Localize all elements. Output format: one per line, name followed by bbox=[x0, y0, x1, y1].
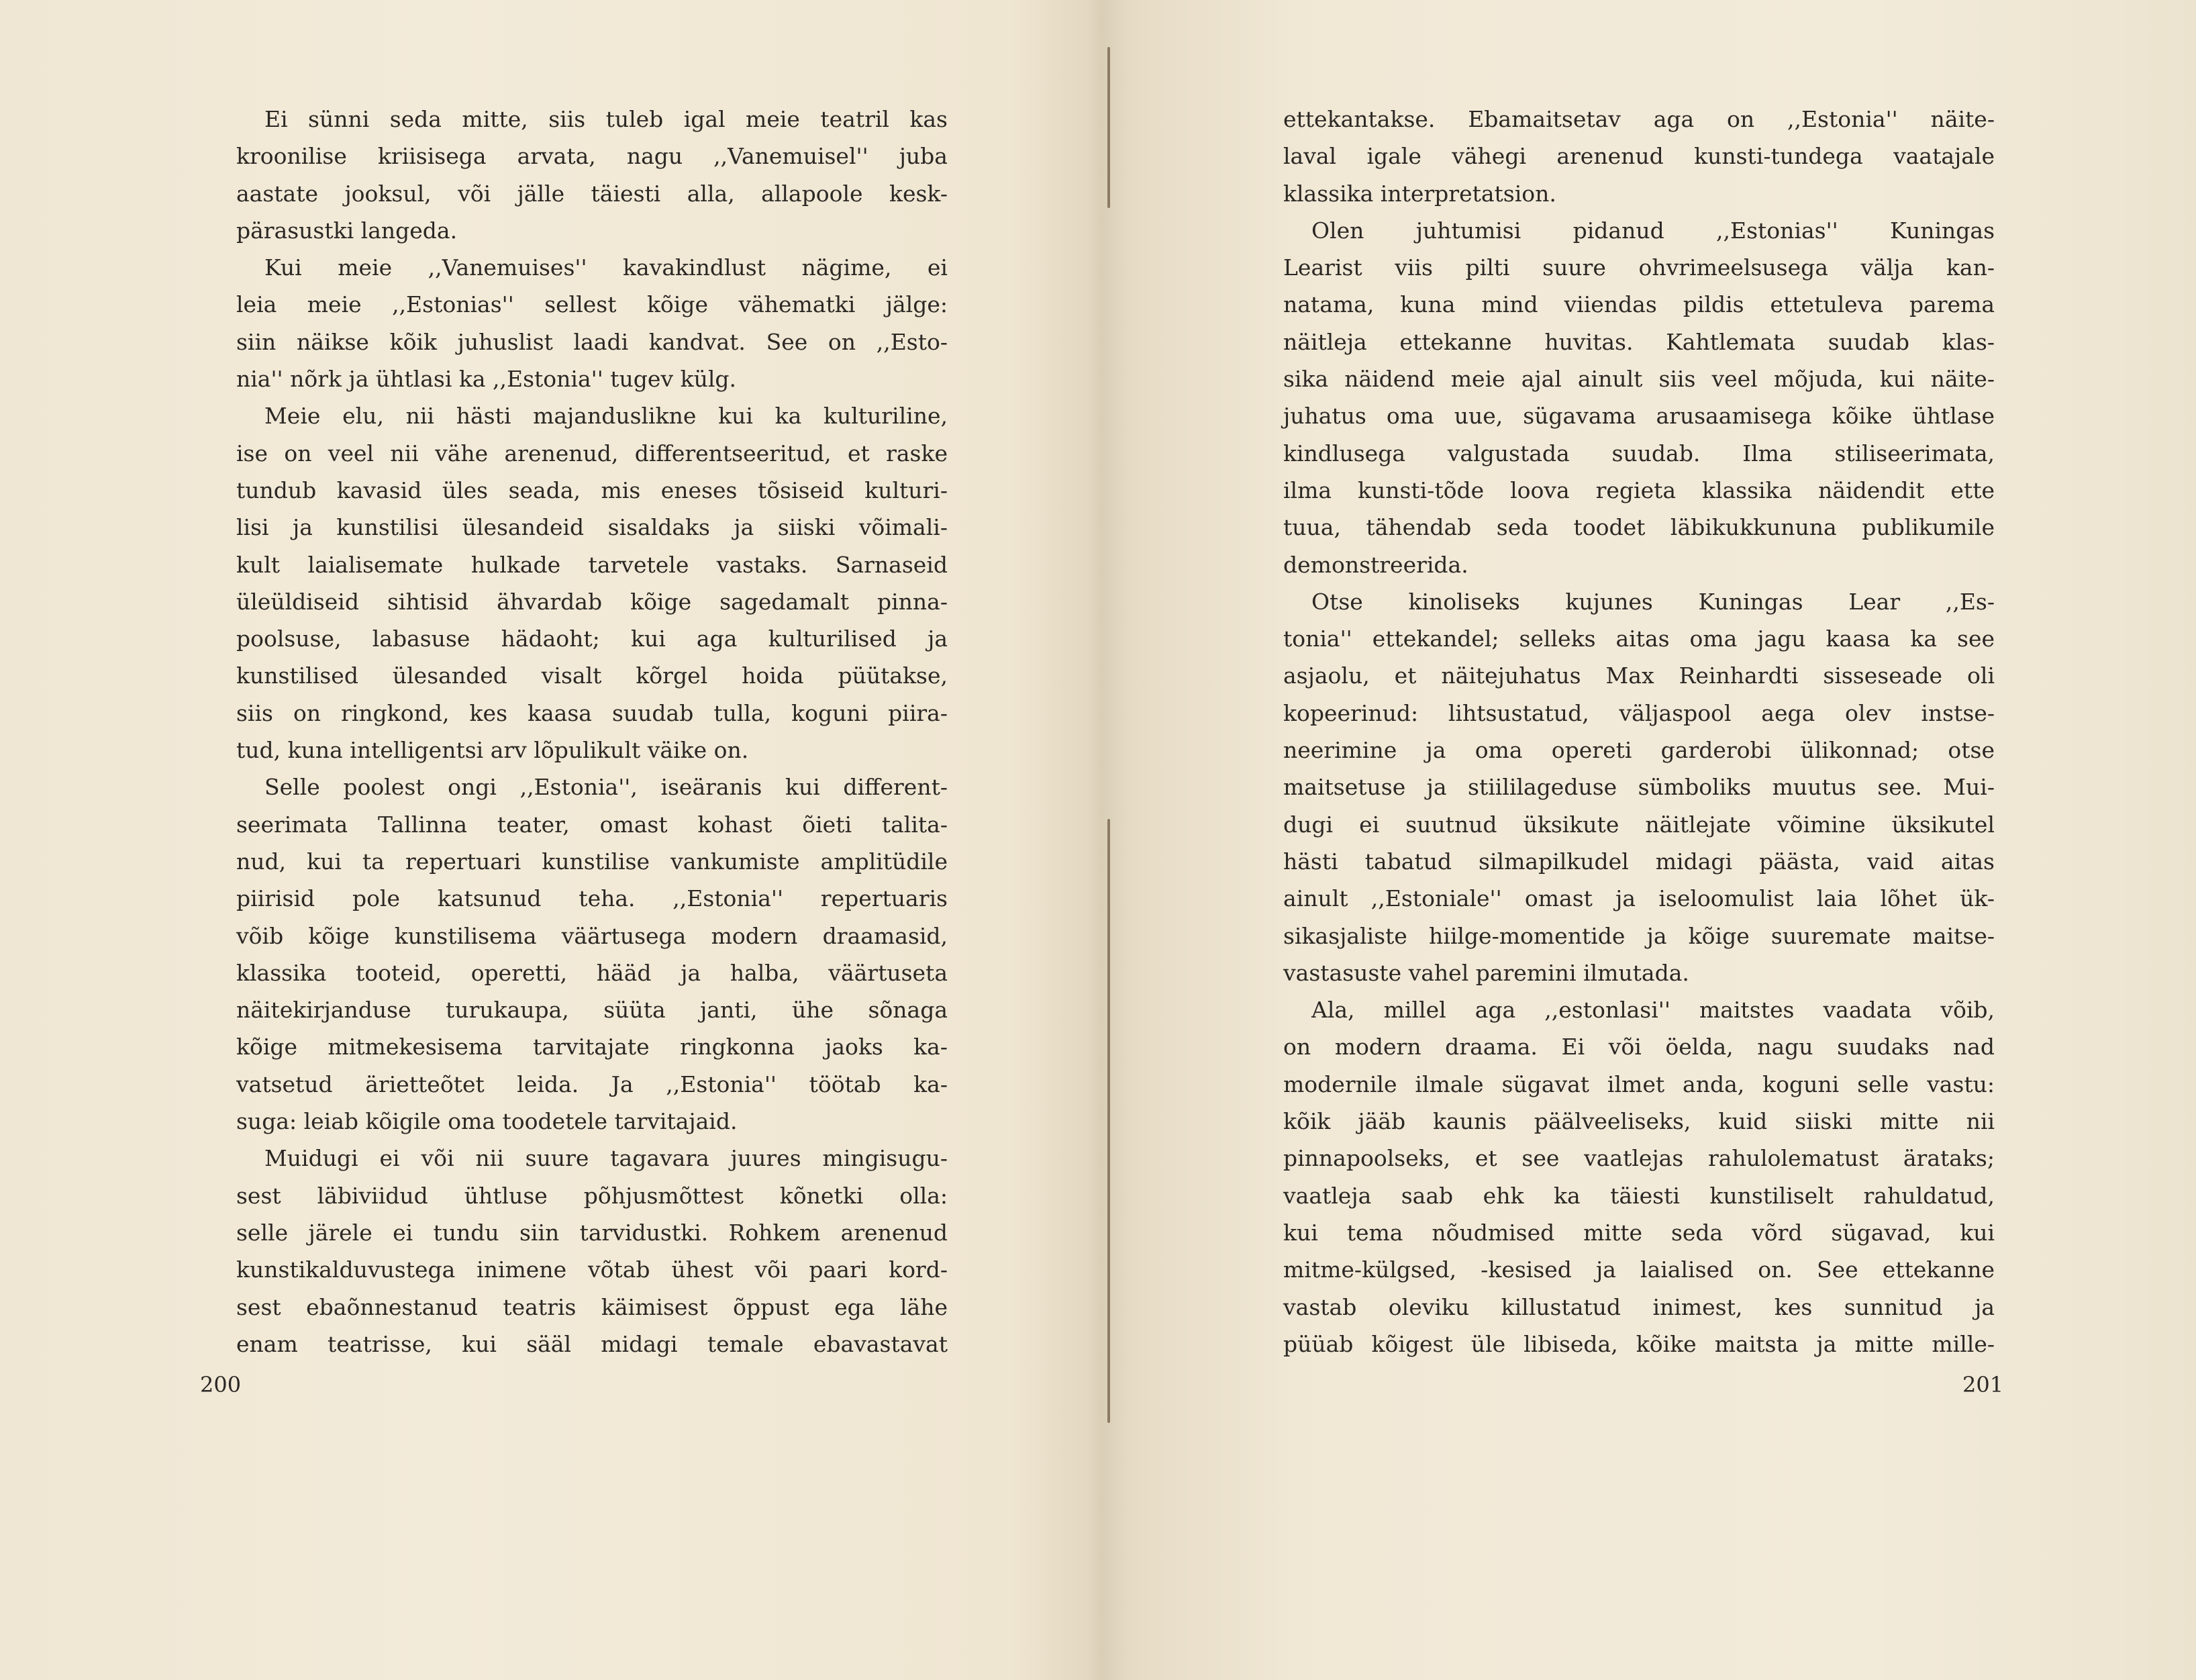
text-line: asjaolu, et näitejuhatus Max Reinhardti sisseseade oli bbox=[1283, 662, 1995, 689]
text-line: dugi ei suutnud üksikute näitlejate võimine üksikutel bbox=[1283, 811, 1995, 838]
text-line: maitsetuse ja stiililageduse sümboliks muutus see. Mui- bbox=[1283, 774, 1995, 801]
text-line: võib kõige kunstilisema väärtusega modern draamasid, bbox=[236, 922, 948, 949]
text-line: Learist viis pilti suure ohvrimeelsusega välja kan- bbox=[1283, 254, 1995, 281]
text-line: tuua, tähendab seda toodet läbikukkununa publikumile bbox=[1283, 514, 1995, 541]
text-line: laval igale vähegi arenenud kunsti-tundega vaatajale bbox=[1283, 143, 1995, 170]
text-line: leia meie ,,Estonias'' sellest kõige vähematki jälge: bbox=[236, 291, 948, 318]
text-line: hästi tabatud silmapilkudel midagi päästa, vaid aitas bbox=[1283, 848, 1995, 875]
text-line: püüab kõigest üle libiseda, kõike maitsta ja mitte mille- bbox=[1283, 1330, 1995, 1357]
binding-thread-top bbox=[1107, 47, 1110, 208]
text-line: neerimine ja oma opereti garderobi ülikonnad; otse bbox=[1283, 737, 1995, 764]
text-line: sikasjaliste hiilge-momentide ja kõige suuremate maitse- bbox=[1283, 922, 1995, 949]
text-line: kult laialisemate hulkade tarvetele vastaks. Sarnaseid bbox=[236, 551, 948, 578]
text-line: suga: leiab kõigile oma toodetele tarvitajaid. bbox=[236, 1108, 738, 1135]
page-number-left: 200 bbox=[200, 1372, 242, 1397]
binding-thread-bottom bbox=[1107, 819, 1110, 1423]
text-line: poolsuse, labasuse hädaoht; kui aga kulturilised ja bbox=[236, 626, 948, 652]
text-line: selle järele ei tundu siin tarvidustki. Rohkem arenenud bbox=[236, 1219, 948, 1246]
text-line: vatsetud ärietteõtet leida. Ja ,,Estonia'' töötab ka- bbox=[236, 1071, 948, 1097]
text-line: nud, kui ta repertuari kunstilise vankumiste amplitüdile bbox=[236, 848, 948, 875]
text-line: sest ebaõnnestanud teatris käimisest õppust ega lähe bbox=[236, 1293, 948, 1320]
text-line: tundub kavasid üles seada, mis eneses tõsiseid kulturi- bbox=[236, 477, 948, 503]
text-line: tonia'' ettekandel; selleks aitas oma jagu kaasa ka see bbox=[1283, 626, 1995, 652]
text-line: üleüldiseid sihtisid ähvardab kõige sagedamalt pinna- bbox=[236, 588, 948, 615]
text-line: kõik jääb kaunis päälveeliseks, kuid siiski mitte nii bbox=[1283, 1108, 1995, 1135]
text-line: Kui meie ,,Vanemuises'' kavakindlust nägime, ei bbox=[264, 254, 948, 281]
text-line: kõige mitmekesisema tarvitajate ringkonna jaoks ka- bbox=[236, 1034, 948, 1060]
text-line: ainult ,,Estoniale'' omast ja iseloomulist laia lõhet ük- bbox=[1283, 885, 1995, 912]
text-line: klassika tooteid, operetti, hääd ja halba, väärtuseta bbox=[236, 959, 948, 986]
text-line: natama, kuna mind viiendas pildis ettetuleva parema bbox=[1283, 291, 1995, 318]
text-line: klassika interpretatsion. bbox=[1283, 180, 1556, 207]
text-line: juhatus oma uue, sügavama arusaamisega kõike ühtlase bbox=[1283, 403, 1995, 430]
text-line: kui tema nõudmised mitte seda võrd sügavad, kui bbox=[1283, 1219, 1995, 1246]
text-line: vastasuste vahel paremini ilmutada. bbox=[1283, 959, 1689, 986]
page-number-right: 201 bbox=[1962, 1372, 2004, 1397]
text-line: Muidugi ei või nii suure tagavara juures mingisugu- bbox=[264, 1145, 948, 1172]
text-line: lisi ja kunstilisi ülesandeid sisaldaks ja siiski võimali- bbox=[236, 514, 948, 541]
text-line: kunstikalduvustega inimene võtab ühest või paari kord- bbox=[236, 1256, 948, 1283]
text-line: aastate jooksul, või jälle täiesti alla, allapoole kesk- bbox=[236, 180, 948, 207]
left-page-text bbox=[236, 101, 948, 1363]
text-line: ilma kunsti-tõde loova regieta klassika näidendit ette bbox=[1283, 477, 1995, 503]
text-line: Meie elu, nii hästi majanduslikne kui ka kulturiline, bbox=[264, 403, 948, 430]
text-line: kindlusega valgustada suudab. Ilma stiliseerimata, bbox=[1283, 440, 1995, 466]
text-line: ise on veel nii vähe arenenud, differentseeritud, et raske bbox=[236, 440, 948, 466]
text-line: vastab oleviku killustatud inimest, kes sunnitud ja bbox=[1283, 1293, 1995, 1320]
text-line: siis on ringkond, kes kaasa suudab tulla, koguni piira- bbox=[236, 699, 948, 726]
text-line: Olen juhtumisi pidanud ,,Estonias'' Kuningas bbox=[1311, 217, 1995, 244]
text-line: näitleja ettekanne huvitas. Kahtlemata suudab klas- bbox=[1283, 328, 1995, 355]
text-line: demonstreerida. bbox=[1283, 551, 1468, 578]
text-line: enam teatrisse, kui sääl midagi temale ebavastavat bbox=[236, 1330, 948, 1357]
right-page-text bbox=[1283, 101, 1995, 1363]
text-line: ettekantakse. Ebamaitsetav aga on ,,Estonia'' näite- bbox=[1283, 106, 1995, 132]
text-line: kroonilise kriisisega arvata, nagu ,,Vanemuisel'' juba bbox=[236, 143, 948, 170]
text-line: mitme-külgsed, -kesised ja laialised on. See ettekanne bbox=[1283, 1256, 1995, 1283]
text-line: seerimata Tallinna teater, omast kohast õieti talita- bbox=[236, 811, 948, 838]
text-line: pärasustki langeda. bbox=[236, 217, 458, 244]
text-line: Selle poolest ongi ,,Estonia'', iseäranis kui different- bbox=[264, 774, 948, 801]
text-line: näitekirjanduse turukaupa, süüta janti, ühe sõnaga bbox=[236, 997, 948, 1024]
text-line: kopeerinud: lihtsustatud, väljaspool aega olev instse- bbox=[1283, 699, 1995, 726]
text-line: kunstilised ülesanded visalt kõrgel hoida püütakse, bbox=[236, 662, 948, 689]
text-line: vaatleja saab ehk ka täiesti kunstiliselt rahuldatud, bbox=[1283, 1182, 1995, 1209]
binding-gutter bbox=[1104, 47, 1113, 1430]
text-line: siin näikse kõik juhuslist laadi kandvat. See on ,,Esto- bbox=[236, 328, 948, 355]
text-line: on modern draama. Ei või öelda, nagu suudaks nad bbox=[1283, 1034, 1995, 1060]
text-line: modernile ilmale sügavat ilmet anda, koguni selle vastu: bbox=[1283, 1071, 1995, 1097]
text-line: Otse kinoliseks kujunes Kuningas Lear ,,Es- bbox=[1311, 588, 1995, 615]
text-line: sika näidend meie ajal ainult siis veel mõjuda, kui näite- bbox=[1283, 366, 1995, 393]
text-line: pinnapoolseks, et see vaatlejas rahulolematust ärataks; bbox=[1283, 1145, 1995, 1172]
text-line: nia'' nõrk ja ühtlasi ka ,,Estonia'' tugev külg. bbox=[236, 366, 736, 393]
text-line: Ei sünni seda mitte, siis tuleb igal meie teatril kas bbox=[264, 106, 948, 132]
text-line: piirisid pole katsunud teha. ,,Estonia'' repertuaris bbox=[236, 885, 948, 912]
text-line: Ala, millel aga ,,estonlasi'' maitstes vaadata võib, bbox=[1311, 997, 1995, 1024]
text-line: sest läbiviidud ühtluse põhjusmõttest kõnetki olla: bbox=[236, 1182, 948, 1209]
text-line: tud, kuna intelligentsi arv lõpulikult väike on. bbox=[236, 737, 749, 764]
